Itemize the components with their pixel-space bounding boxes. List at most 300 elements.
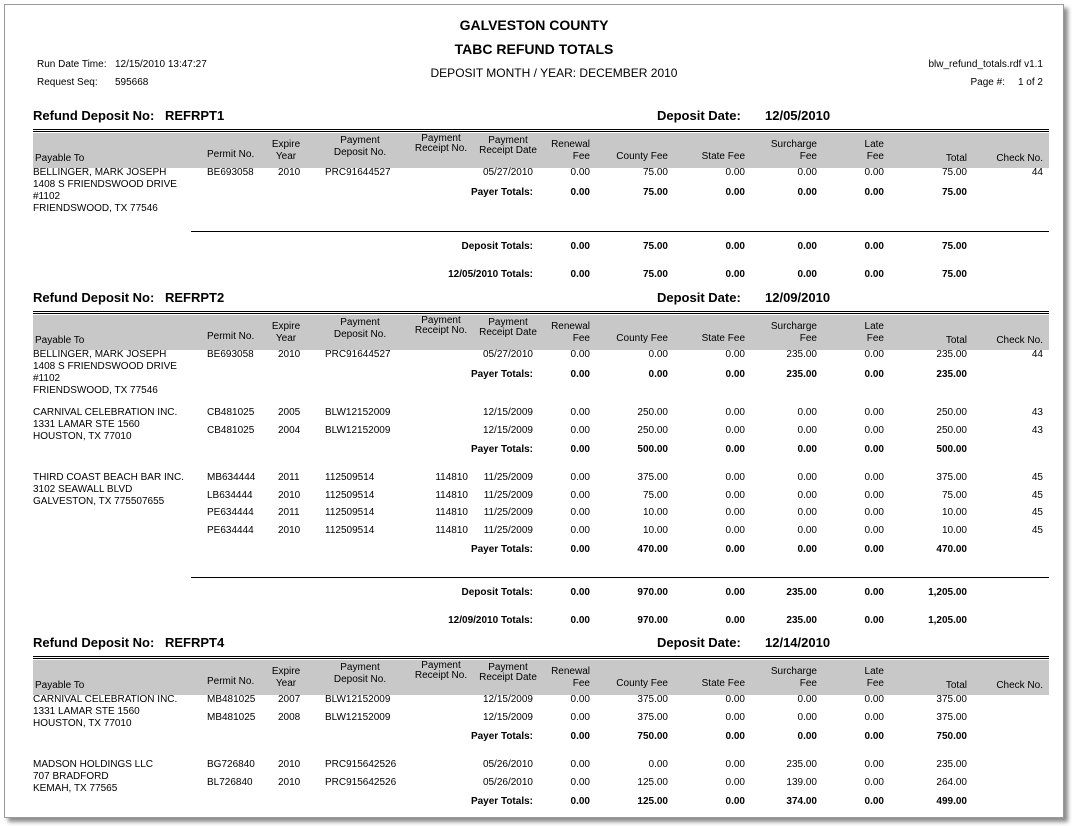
row-deposit: 112509514: [325, 507, 375, 518]
row-permit: MB481025: [207, 694, 256, 705]
row-renewal: 0.00: [570, 524, 590, 536]
row-permit: CB481025: [207, 424, 255, 436]
payer-totals-surcharge: 0.00: [797, 731, 817, 742]
col-header-payment-deposit: Payment: [340, 662, 380, 673]
col-header-surcharge-fee: Fee: [799, 333, 817, 344]
col-header-receipt-no: Receipt No.: [414, 143, 468, 154]
payer-totals-state: 0.00: [725, 368, 745, 380]
col-header-payment-receipt: Payment: [421, 660, 461, 671]
row-late: 0.00: [864, 759, 884, 770]
row-surcharge: 0.00: [797, 694, 817, 705]
date-totals-surcharge: 0.00: [797, 269, 817, 280]
col-header-renewal: Renewal: [551, 321, 590, 332]
payer-address-line: THIRD COAST BEACH BAR INC.: [33, 472, 184, 483]
payer-totals-renewal: 0.00: [570, 731, 590, 742]
row-late: 0.00: [864, 407, 884, 418]
row-deposit: PRC915642526: [325, 776, 397, 788]
col-header-permit-no: Permit No.: [207, 331, 255, 342]
col-header-check-no: Check No.: [996, 153, 1043, 164]
payer-totals-label: Payer Totals:: [470, 368, 533, 380]
row-renewal: 0.00: [570, 424, 590, 436]
payer-totals-state: 0.00: [725, 544, 745, 555]
date-totals-total: 1,205.00: [928, 615, 967, 626]
row-deposit: 112509514: [325, 489, 375, 501]
row-deposit: PRC91644527: [325, 167, 391, 178]
row-permit: MB634444: [207, 472, 256, 483]
payer-totals-surcharge: 374.00: [786, 796, 817, 807]
col-header-year: Year: [275, 151, 297, 162]
payer-totals-total: 470.00: [936, 544, 967, 555]
col-header-payment-receipt-date: Payment: [488, 662, 528, 673]
row-check: 45: [1031, 507, 1043, 518]
row-surcharge: 0.00: [797, 524, 817, 536]
col-header-surcharge: Surcharge: [770, 139, 817, 150]
run-date-label: Run Date Time:: [37, 59, 107, 70]
col-header-payment-receipt: Payment: [421, 315, 461, 326]
deposit-section-refrpt2-date-label: Deposit Date:: [657, 290, 741, 305]
deposit-totals-surcharge: 235.00: [786, 587, 817, 598]
col-header-payable-to: Payable To: [35, 153, 85, 164]
report-subtitle: DEPOSIT MONTH / YEAR: DECEMBER 2010: [430, 66, 678, 80]
col-header-surcharge-fee: Fee: [799, 151, 817, 162]
date-totals-renewal: 0.00: [570, 269, 590, 280]
deposit-section-refrpt4-date: 12/14/2010: [765, 635, 831, 650]
row-county: 75.00: [642, 167, 668, 178]
report-title-county: GALVESTON COUNTY: [459, 17, 609, 33]
row-late: 0.00: [864, 349, 884, 360]
payer-totals-total: 500.00: [936, 444, 967, 455]
payer-address-line: 3102 SEAWALL BLVD: [33, 484, 133, 495]
col-header-payment-deposit: Payment: [340, 135, 380, 146]
deposit-totals-state: 0.00: [725, 587, 745, 598]
date-totals-late: 0.00: [864, 615, 884, 626]
row-state: 0.00: [725, 759, 745, 770]
date-totals-total: 75.00: [941, 269, 967, 280]
row-late: 0.00: [864, 507, 884, 518]
col-header-expire: Expire: [271, 666, 301, 677]
deposit-section-refrpt2-date: 12/09/2010: [765, 290, 831, 305]
row-state: 0.00: [725, 424, 745, 436]
payer-address-line: CARNIVAL CELEBRATION INC.: [33, 694, 178, 705]
row-check: 45: [1031, 489, 1043, 501]
payer-totals-late: 0.00: [864, 796, 884, 807]
row-permit: PE634444: [207, 524, 254, 536]
col-header-late: Late: [864, 321, 884, 332]
col-header-check-no: Check No.: [996, 680, 1043, 691]
row-state: 0.00: [725, 524, 745, 536]
row-state: 0.00: [725, 167, 745, 178]
row-late: 0.00: [864, 167, 884, 178]
payer-address-line: 1331 LAMAR STE 1560: [33, 419, 140, 430]
deposit-totals-total: 75.00: [941, 241, 967, 252]
deposit-totals-label: Deposit Totals:: [461, 241, 533, 252]
row-year: 2010: [278, 524, 301, 536]
row-permit: MB481025: [207, 711, 256, 723]
row-county: 375.00: [637, 472, 668, 483]
row-check: 44: [1031, 167, 1043, 178]
payer-totals-label: Payer Totals:: [470, 544, 533, 555]
col-header-total: Total: [945, 680, 967, 691]
payer-totals-state: 0.00: [725, 444, 745, 455]
row-total: 75.00: [941, 489, 967, 501]
date-totals-surcharge: 235.00: [786, 615, 817, 626]
row-year: 2005: [278, 407, 301, 418]
col-header-payment-receipt-date: Payment: [488, 317, 528, 328]
row-county: 375.00: [637, 711, 668, 723]
row-deposit: PRC91644527: [325, 349, 391, 360]
row-rdate: 11/25/2009: [483, 472, 533, 483]
col-header-renewal: Renewal: [551, 139, 590, 150]
payer-totals-county: 470.00: [637, 544, 668, 555]
row-deposit: BLW12152009: [325, 711, 391, 723]
report-file-name: blw_refund_totals.rdf v1.1: [928, 59, 1043, 70]
row-county: 375.00: [637, 694, 668, 705]
row-renewal: 0.00: [570, 694, 590, 705]
row-check: 43: [1031, 424, 1043, 436]
row-state: 0.00: [725, 349, 745, 360]
row-check: 45: [1031, 524, 1043, 536]
row-rdate: 12/15/2009: [482, 694, 533, 705]
payer-address-line: KEMAH, TX 77565: [33, 783, 118, 794]
payer-totals-total: 499.00: [936, 796, 967, 807]
deposit-section-refrpt1-label: Refund Deposit No:: [33, 108, 155, 123]
row-permit: BL726840: [207, 776, 253, 788]
row-surcharge: 235.00: [786, 759, 817, 770]
col-header-permit-no: Permit No.: [207, 149, 255, 160]
row-permit: BE693058: [207, 167, 254, 178]
row-year: 2010: [278, 489, 301, 501]
row-year: 2004: [278, 424, 301, 436]
col-header-permit-no: Permit No.: [207, 676, 255, 687]
section-title-rule: [33, 311, 1049, 312]
row-state: 0.00: [725, 489, 745, 501]
row-total: 375.00: [936, 711, 967, 723]
deposit-totals-state: 0.00: [725, 241, 745, 252]
row-receipt: 114810: [435, 472, 468, 483]
row-county: 250.00: [637, 424, 668, 436]
col-header-surcharge-fee: Fee: [799, 678, 817, 689]
row-state: 0.00: [725, 507, 745, 518]
deposit-section-refrpt4-date-label: Deposit Date:: [657, 635, 741, 650]
deposit-totals-surcharge: 0.00: [797, 241, 817, 252]
row-state: 0.00: [725, 407, 745, 418]
col-header-renewal: Renewal: [551, 666, 590, 677]
row-total: 235.00: [936, 759, 967, 770]
section-title-rule: [33, 131, 1049, 132]
col-header-late: Late: [864, 666, 884, 677]
section-title-rule: [33, 129, 1049, 130]
row-rdate: 12/15/2009: [482, 407, 533, 418]
col-header-deposit-no: Deposit No.: [333, 329, 387, 340]
col-header-payment-receipt: Payment: [421, 133, 461, 144]
row-late: 0.00: [864, 489, 884, 501]
page-number-value: 1 of 2: [1017, 77, 1043, 88]
col-header-receipt-no: Receipt No.: [414, 325, 468, 336]
col-header-state-fee: State Fee: [701, 151, 745, 162]
col-header-renewal-fee: Fee: [572, 151, 590, 162]
request-seq-label: Request Seq:: [37, 77, 98, 88]
row-renewal: 0.00: [570, 407, 590, 418]
row-late: 0.00: [864, 472, 884, 483]
payer-totals-county: 500.00: [637, 444, 668, 455]
row-deposit: BLW12152009: [325, 694, 391, 705]
row-total: 250.00: [936, 424, 967, 436]
col-header-receipt-date: Receipt Date: [479, 145, 537, 156]
deposit-totals-total: 1,205.00: [928, 587, 967, 598]
col-header-year: Year: [275, 333, 297, 344]
row-late: 0.00: [864, 524, 884, 536]
payer-address-line: MADSON HOLDINGS LLC: [33, 759, 154, 770]
payer-totals-late: 0.00: [864, 731, 884, 742]
row-deposit: 112509514: [325, 524, 375, 536]
row-year: 2011: [278, 507, 300, 518]
payer-totals-total: 750.00: [936, 731, 967, 742]
col-header-expire: Expire: [271, 321, 301, 332]
payer-address-line: 1331 LAMAR STE 1560: [33, 706, 140, 717]
row-surcharge: 0.00: [797, 711, 817, 723]
row-total: 250.00: [936, 407, 967, 418]
payer-totals-surcharge: 0.00: [797, 186, 817, 198]
row-state: 0.00: [725, 711, 745, 723]
payer-address-line: BELLINGER, MARK JOSEPH: [33, 349, 167, 360]
col-header-deposit-no: Deposit No.: [333, 674, 387, 685]
payer-address-line: GALVESTON, TX 775507655: [33, 496, 165, 507]
row-county: 0.00: [648, 759, 668, 770]
deposit-section-refrpt1-date-label: Deposit Date:: [657, 108, 741, 123]
row-surcharge: 0.00: [797, 472, 817, 483]
row-renewal: 0.00: [570, 349, 590, 360]
col-header-surcharge: Surcharge: [770, 321, 817, 332]
row-deposit: PRC915642526: [325, 759, 397, 770]
row-county: 125.00: [637, 776, 668, 788]
row-permit: BE693058: [207, 349, 254, 360]
row-total: 10.00: [941, 524, 967, 536]
row-county: 10.00: [642, 507, 668, 518]
row-renewal: 0.00: [570, 759, 590, 770]
request-seq-value: 595668: [115, 77, 149, 88]
date-totals-county: 970.00: [637, 615, 668, 626]
row-state: 0.00: [725, 776, 745, 788]
row-receipt: 114810: [435, 524, 468, 536]
payer-totals-county: 750.00: [637, 731, 668, 742]
row-check: 45: [1031, 472, 1043, 483]
col-header-total: Total: [945, 335, 967, 346]
payer-totals-renewal: 0.00: [570, 796, 590, 807]
payer-address-line: 707 BRADFORD: [33, 771, 109, 782]
row-surcharge: 0.00: [797, 407, 817, 418]
col-header-payment-deposit: Payment: [340, 317, 380, 328]
row-total: 75.00: [941, 167, 967, 178]
col-header-late-fee: Fee: [866, 678, 884, 689]
payer-totals-state: 0.00: [725, 731, 745, 742]
payer-totals-state: 0.00: [725, 796, 745, 807]
deposit-totals-renewal: 0.00: [570, 587, 590, 598]
row-rdate: 05/27/2010: [482, 167, 533, 178]
row-surcharge: 0.00: [797, 424, 817, 436]
row-surcharge: 0.00: [797, 167, 817, 178]
row-renewal: 0.00: [570, 711, 590, 723]
payer-totals-total: 235.00: [936, 368, 967, 380]
date-totals-state: 0.00: [725, 615, 745, 626]
payer-address-line: 1408 S FRIENDSWOOD DRIVE: [33, 179, 177, 190]
col-header-payable-to: Payable To: [35, 335, 85, 346]
row-renewal: 0.00: [570, 489, 590, 501]
deposit-totals-rule: [191, 577, 1049, 578]
payer-address-line: FRIENDSWOOD, TX 77546: [33, 203, 158, 214]
row-renewal: 0.00: [570, 507, 590, 518]
row-late: 0.00: [864, 776, 884, 788]
section-title-rule: [33, 656, 1049, 657]
date-totals-label: 12/05/2010 Totals:: [448, 269, 533, 280]
payer-totals-county: 75.00: [642, 186, 668, 198]
payer-totals-surcharge: 235.00: [786, 368, 817, 380]
row-renewal: 0.00: [570, 472, 590, 483]
payer-address-line: HOUSTON, TX 77010: [33, 431, 132, 442]
row-year: 2010: [278, 759, 301, 770]
row-rdate: 11/25/2009: [483, 489, 533, 501]
row-year: 2008: [278, 711, 301, 723]
deposit-totals-renewal: 0.00: [570, 241, 590, 252]
row-permit: LB634444: [207, 489, 253, 501]
col-header-surcharge: Surcharge: [770, 666, 817, 677]
row-rdate: 12/15/2009: [482, 711, 533, 723]
col-header-county-fee: County Fee: [616, 333, 668, 344]
payer-totals-late: 0.00: [864, 544, 884, 555]
row-rdate: 12/15/2009: [482, 424, 533, 436]
payer-totals-late: 0.00: [864, 444, 884, 455]
payer-totals-surcharge: 0.00: [797, 544, 817, 555]
date-totals-county: 75.00: [642, 269, 668, 280]
payer-totals-late: 0.00: [864, 186, 884, 198]
payer-totals-county: 0.00: [648, 368, 668, 380]
deposit-section-refrpt2-number: REFRPT2: [165, 290, 225, 305]
row-permit: PE634444: [207, 507, 254, 518]
row-late: 0.00: [864, 694, 884, 705]
row-rdate: 05/26/2010: [482, 759, 533, 770]
run-date-value: 12/15/2010 13:47:27: [115, 59, 207, 70]
payer-totals-renewal: 0.00: [570, 544, 590, 555]
col-header-expire: Expire: [271, 139, 301, 150]
row-deposit: BLW12152009: [325, 407, 391, 418]
payer-totals-total: 75.00: [941, 186, 967, 198]
col-header-receipt-date: Receipt Date: [479, 327, 537, 338]
row-year: 2010: [278, 349, 301, 360]
row-total: 10.00: [941, 507, 967, 518]
row-year: 2007: [278, 694, 301, 705]
date-totals-renewal: 0.00: [570, 615, 590, 626]
row-total: 235.00: [936, 349, 967, 360]
date-totals-label: 12/09/2010 Totals:: [448, 615, 533, 626]
row-total: 375.00: [936, 694, 967, 705]
col-header-check-no: Check No.: [996, 335, 1043, 346]
deposit-totals-late: 0.00: [864, 241, 884, 252]
row-state: 0.00: [725, 472, 745, 483]
row-renewal: 0.00: [570, 776, 590, 788]
payer-totals-renewal: 0.00: [570, 368, 590, 380]
deposit-section-refrpt1-number: REFRPT1: [165, 108, 225, 123]
date-totals-state: 0.00: [725, 269, 745, 280]
page-number-label: Page #:: [970, 77, 1005, 88]
deposit-section-refrpt2-label: Refund Deposit No:: [33, 290, 155, 305]
section-title-rule: [33, 313, 1049, 314]
deposit-section-refrpt4-number: REFRPT4: [165, 635, 225, 650]
payer-address-line: 1408 S FRIENDSWOOD DRIVE: [33, 361, 177, 372]
col-header-renewal-fee: Fee: [572, 333, 590, 344]
col-header-late-fee: Fee: [866, 151, 884, 162]
col-header-state-fee: State Fee: [701, 333, 745, 344]
payer-totals-renewal: 0.00: [570, 186, 590, 198]
deposit-section-refrpt1-date: 12/05/2010: [765, 108, 831, 123]
row-year: 2011: [278, 472, 300, 483]
row-state: 0.00: [725, 694, 745, 705]
col-header-late: Late: [864, 139, 884, 150]
row-rdate: 11/25/2009: [483, 507, 533, 518]
col-header-state-fee: State Fee: [701, 678, 745, 689]
row-rdate: 11/25/2009: [483, 524, 533, 536]
deposit-totals-late: 0.00: [864, 587, 884, 598]
row-late: 0.00: [864, 711, 884, 723]
col-header-total: Total: [945, 153, 967, 164]
row-check: 44: [1031, 349, 1043, 360]
col-header-county-fee: County Fee: [616, 678, 668, 689]
payer-totals-late: 0.00: [864, 368, 884, 380]
row-county: 75.00: [642, 489, 668, 501]
col-header-year: Year: [275, 678, 297, 689]
payer-totals-label: Payer Totals:: [470, 796, 533, 807]
col-header-county-fee: County Fee: [616, 151, 668, 162]
row-surcharge: 0.00: [797, 507, 817, 518]
row-total: 264.00: [936, 776, 967, 788]
payer-address-line: #1102: [33, 373, 61, 384]
row-year: 2010: [278, 167, 301, 178]
row-county: 0.00: [648, 349, 668, 360]
payer-address-line: BELLINGER, MARK JOSEPH: [33, 167, 167, 178]
row-permit: CB481025: [207, 407, 255, 418]
row-rdate: 05/27/2010: [482, 349, 533, 360]
col-header-late-fee: Fee: [866, 333, 884, 344]
row-county: 10.00: [642, 524, 668, 536]
col-header-deposit-no: Deposit No.: [333, 147, 387, 158]
row-surcharge: 139.00: [786, 776, 817, 788]
date-totals-late: 0.00: [864, 269, 884, 280]
row-late: 0.00: [864, 424, 884, 436]
payer-address-line: FRIENDSWOOD, TX 77546: [33, 385, 158, 396]
report-page: [4, 4, 1064, 818]
col-header-receipt-date: Receipt Date: [479, 672, 537, 683]
payer-totals-renewal: 0.00: [570, 444, 590, 455]
deposit-totals-county: 970.00: [637, 587, 668, 598]
deposit-totals-label: Deposit Totals:: [461, 587, 533, 598]
report-title: TABC REFUND TOTALS: [454, 41, 614, 57]
row-receipt: 114810: [435, 507, 468, 518]
row-check: 43: [1031, 407, 1043, 418]
row-total: 375.00: [936, 472, 967, 483]
row-surcharge: 0.00: [797, 489, 817, 501]
payer-totals-surcharge: 0.00: [797, 444, 817, 455]
deposit-section-refrpt4-label: Refund Deposit No:: [33, 635, 155, 650]
row-year: 2010: [278, 776, 301, 788]
deposit-totals-rule: [191, 231, 1049, 232]
row-rdate: 05/26/2010: [482, 776, 533, 788]
payer-totals-state: 0.00: [725, 186, 745, 198]
payer-address-line: HOUSTON, TX 77010: [33, 718, 132, 729]
row-surcharge: 235.00: [786, 349, 817, 360]
col-header-payment-receipt-date: Payment: [488, 135, 528, 146]
row-permit: BG726840: [207, 759, 255, 770]
payer-totals-label: Payer Totals:: [470, 731, 533, 742]
col-header-renewal-fee: Fee: [572, 678, 590, 689]
row-deposit: 112509514: [325, 472, 375, 483]
